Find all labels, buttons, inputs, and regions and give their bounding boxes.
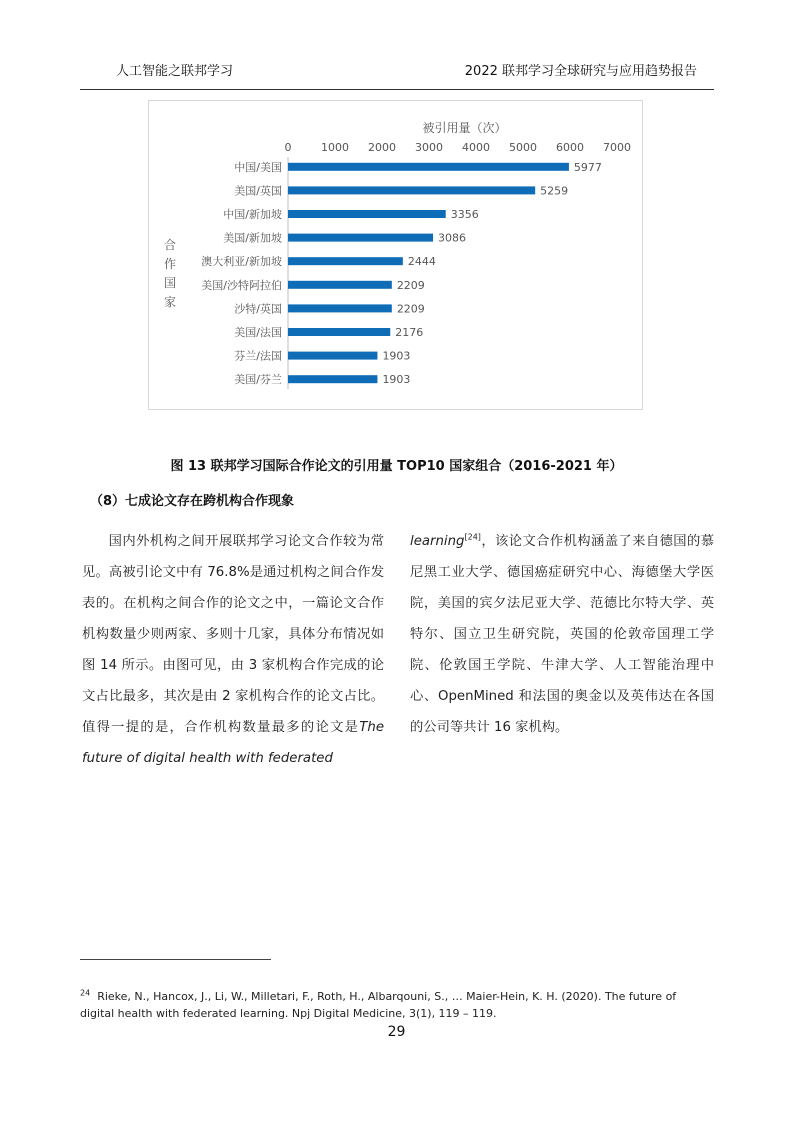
footnote-number: 24 <box>80 988 91 998</box>
chart-plot <box>149 101 642 409</box>
chart-value-label: 3356 <box>450 208 479 221</box>
running-header-left: 人工智能之联邦学习 <box>116 64 234 79</box>
chart-value-label: 2209 <box>396 278 425 292</box>
chart-value-label: 3086 <box>438 231 467 245</box>
chart-category-label: 澳大利亚/新加坡 <box>201 255 282 269</box>
chart-bar <box>288 257 403 265</box>
chart-bar <box>288 163 569 171</box>
chart-x-tick-label: 1000 <box>321 141 349 154</box>
chart-value-label: 5259 <box>540 184 569 198</box>
chart-bar <box>288 375 377 383</box>
chart-bar <box>288 186 535 194</box>
chart-x-tick-label: 0 <box>284 141 292 154</box>
chart-value-label: 1903 <box>382 373 411 387</box>
chart-category-label: 美国/英国 <box>234 184 282 198</box>
body-column-right <box>410 526 714 743</box>
chart-bar <box>288 210 446 218</box>
chart-category-label: 芬兰/法国 <box>234 349 282 363</box>
footnote-rule <box>80 959 271 960</box>
chart-category-label: 中国/新加坡 <box>223 208 282 221</box>
chart-value-label: 1903 <box>382 349 411 363</box>
chart-x-tick-label: 3000 <box>415 141 443 154</box>
paper-title-part1: The future of digital health with federated <box>82 720 384 766</box>
chart-category-label: 沙特/英国 <box>234 302 282 316</box>
citation-bar-chart <box>148 100 643 410</box>
footnote <box>80 988 710 1022</box>
chart-x-tick-label: 4000 <box>462 141 490 154</box>
page-number: 29 <box>387 1024 406 1040</box>
chart-category-label: 美国/芬兰 <box>234 373 282 387</box>
body-paragraph-left: 国内外机构之间开展联邦学习论文合作较为常见。高被引论文中有 76.8%是通过机构之间合作发表的。在机构之间合作的论文之中，一篇论文合作机构数量少则两家、多则十几家，具体分布情况如图 14 所示。由图可见，由 3 家机构合作完成的论文占比最多，其次是由 2 家机构合作的论文占比。值得一提的是，合作机构数量最多的论文是 <box>82 534 384 735</box>
figure-caption: 图 13 联邦学习国际合作论文的引用量 TOP10 国家组合（2016-2021 年） <box>170 459 623 474</box>
section-heading: （8）七成论文存在跨机构合作现象 <box>90 494 295 509</box>
chart-x-tick-label: 2000 <box>368 141 396 154</box>
chart-bar <box>288 352 377 360</box>
footnote-reference[interactable]: [24] <box>464 532 481 542</box>
chart-value-label: 2209 <box>396 302 425 316</box>
chart-value-label: 2444 <box>407 255 436 269</box>
chart-category-label: 美国/新加坡 <box>223 231 282 245</box>
running-header-right: 2022 联邦学习全球研究与应用趋势报告 <box>464 64 697 79</box>
chart-category-label: 美国/法国 <box>234 326 282 339</box>
chart-bar <box>288 304 392 312</box>
header-rule <box>80 89 714 90</box>
chart-x-tick-label: 5000 <box>509 141 537 154</box>
chart-y-axis-label: 合作国家 <box>163 238 176 309</box>
body-column-left <box>82 526 384 774</box>
chart-x-tick-label: 7000 <box>603 141 631 154</box>
chart-bar <box>288 234 433 242</box>
body-paragraph-right: ，该论文合作机构涵盖了来自德国的慕尼黑工业大学、德国癌症研究中心、海德堡大学医院，美国的宾夕法尼亚大学、范德比尔特大学、英特尔、国立卫生研究院，英国的伦敦帝国理工学院、伦敦国王学院、牛津大学、人工智能治理中心、OpenMined 和法国的奥金以及英伟达在各国的公司等共计 16 家机构。 <box>410 534 714 735</box>
chart-x-tick-label: 6000 <box>556 141 584 154</box>
chart-x-axis-title: 被引用量（次） <box>422 121 507 135</box>
chart-value-label: 2176 <box>395 326 424 339</box>
chart-value-label: 5977 <box>573 160 602 174</box>
chart-category-label: 美国/沙特阿拉伯 <box>201 278 282 292</box>
chart-bar <box>288 328 390 336</box>
footnote-text: Rieke, N., Hancox, J., Li, W., Milletari, F., Roth, H., Albarqouni, S., … Maier-Hein, K. H. (2020). The future of digital health with federated learning. Npj Digital Medicine, 3(1), 119 – 119. <box>80 990 677 1020</box>
chart-category-label: 中国/美国 <box>234 160 282 174</box>
paper-title-part2: learning <box>410 534 465 549</box>
chart-bar <box>288 281 392 289</box>
